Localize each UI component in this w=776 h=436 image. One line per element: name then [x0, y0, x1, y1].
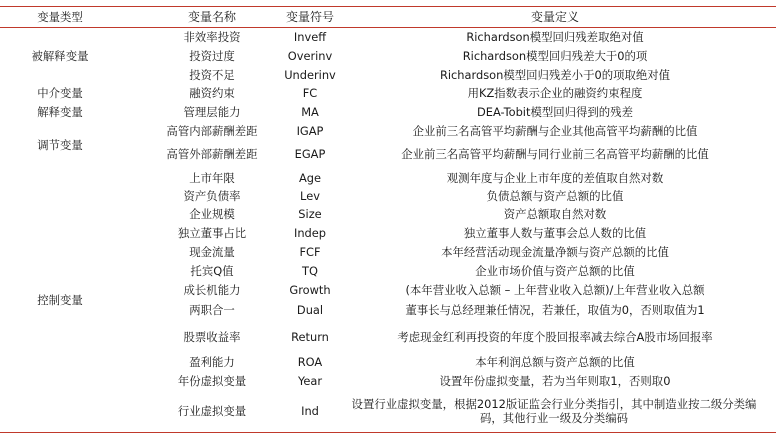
category-dependent: 被解释变量: [31, 49, 89, 63]
variable-definition: 独立董事人数与董事会总人数的比值: [463, 226, 647, 240]
table-row: [0, 121, 776, 141]
table-row: [0, 392, 776, 430]
variable-symbol: Ind: [301, 404, 319, 418]
table-row: [0, 262, 776, 280]
category-moderator: 调节变量: [37, 138, 83, 152]
variable-symbol: Age: [298, 170, 322, 185]
variable-definition: 考虑现金红利再投资的年度个股回报率减去综合A股市场回报率: [397, 330, 713, 344]
variable-name: 年份虚拟变量: [177, 374, 247, 388]
variable-symbol: Dual: [296, 302, 324, 317]
variable-name: 上市年限: [189, 170, 235, 185]
table-row: [0, 168, 776, 187]
variable-definition: Richardson模型回归残差取绝对值: [466, 30, 644, 44]
variable-symbol: MA: [301, 105, 319, 119]
variable-name: 资产负债率: [183, 189, 241, 203]
variable-name: 托宾Q值: [190, 264, 234, 278]
header-symbol: 变量符号: [285, 10, 334, 24]
table-row: [0, 84, 776, 102]
variable-name: 高管外部薪酬差距: [166, 147, 258, 161]
table-row: [0, 300, 776, 319]
category-explanatory: 解释变量: [37, 105, 83, 119]
variable-symbol: Size: [298, 207, 322, 221]
variable-name: 盈利能力: [189, 355, 235, 369]
variable-definition: Richardson模型回归残差小于0的项取绝对值: [439, 68, 671, 82]
variable-name: 企业规模: [189, 207, 235, 221]
variable-name: 股票收益率: [183, 330, 241, 344]
variable-definition: 企业前三名高管平均薪酬与企业其他高管平均薪酬的比值: [412, 124, 698, 138]
variable-definition: 资产总额取自然对数: [503, 207, 607, 221]
variable-symbol: FC: [302, 86, 318, 100]
variable-name: 管理层能力: [183, 105, 241, 119]
table-row: [0, 66, 776, 84]
variable-symbol: Overinv: [287, 49, 333, 63]
variable-symbol: Year: [297, 374, 323, 388]
variable-symbol: EGAP: [294, 147, 326, 161]
variable-symbol: Lev: [300, 189, 320, 203]
variable-definition: 设置行业虚拟变量，根据2012版证监会行业分类指引，其中制造业按二级分类编码，其他行业一级及分类编码: [351, 397, 757, 425]
variable-symbol: Underinv: [284, 68, 336, 82]
table-header-row: [0, 7, 776, 27]
table-row: [0, 47, 776, 65]
variable-definition: 设置年份虚拟变量，若为当年则取1，否则取0: [439, 374, 671, 388]
variable-name: 现金流量: [189, 245, 235, 259]
variable-symbol: TQ: [302, 264, 318, 278]
variable-name: 两职合一: [189, 302, 235, 317]
table-row: [0, 28, 776, 46]
variable-definition: 本年利润总额与资产总额的比值: [475, 355, 635, 369]
table-bottom-rule: [0, 432, 776, 433]
variable-symbol: IGAP: [296, 124, 324, 138]
variable-symbol: Return: [291, 330, 329, 344]
variable-name: 投资过度: [189, 49, 235, 63]
variable-definition: 董事长与总经理兼任情况，若兼任，取值为0，否则取值为1: [405, 302, 705, 317]
variable-definition: 负债总额与资产总额的比值: [486, 189, 624, 203]
variable-symbol: Growth: [289, 283, 331, 297]
table-row: [0, 103, 776, 121]
header-definition: 变量定义: [530, 10, 579, 24]
table-row: [0, 353, 776, 371]
header-type: 变量类型: [37, 10, 83, 24]
category-control: 控制变量: [37, 293, 83, 307]
variable-symbol: FCF: [299, 245, 321, 259]
variable-definition: 本年经营活动现金流量净额与资产总额的比值: [441, 245, 669, 259]
variable-definition: 企业市场价值与资产总额的比值: [475, 264, 635, 278]
table-row: [0, 372, 776, 390]
category-mediator: 中介变量: [37, 86, 83, 100]
table-row: [0, 281, 776, 299]
variable-symbol: Inveff: [293, 30, 327, 44]
variable-name: 独立董事占比: [177, 226, 247, 240]
variable-symbol: Indep: [293, 226, 327, 240]
table-row: [0, 243, 776, 261]
variable-name: 成长机能力: [183, 283, 241, 297]
table-row: [0, 187, 776, 205]
variable-definition: 用KZ指数表示企业的融资约束程度: [467, 86, 643, 100]
variable-name: 高管内部薪酬差距: [166, 124, 258, 138]
variable-definition: (本年营业收入总额 – 上年营业收入总额)/上年营业收入总额: [405, 283, 705, 297]
variable-name: 非效率投资: [183, 30, 241, 44]
table-row: [0, 224, 776, 242]
variable-name: 融资约束: [189, 86, 235, 100]
table-row: [0, 205, 776, 223]
variable-symbol: ROA: [297, 355, 323, 369]
variable-definition: Richardson模型回归残差大于0的项: [462, 49, 648, 63]
header-name: 变量名称: [187, 10, 236, 24]
variable-definition: DEA-Tobit模型回归得到的残差: [477, 105, 633, 119]
variable-definition: 观测年度与企业上市年度的差值取自然对数: [446, 170, 664, 185]
variable-definition: 企业前三名高管平均薪酬与同行业前三名高管平均薪酬的比值: [401, 147, 709, 161]
variable-name: 投资不足: [189, 68, 235, 82]
table-row: [0, 327, 776, 347]
variable-name: 行业虚拟变量: [177, 404, 247, 418]
table-row: [0, 144, 776, 164]
